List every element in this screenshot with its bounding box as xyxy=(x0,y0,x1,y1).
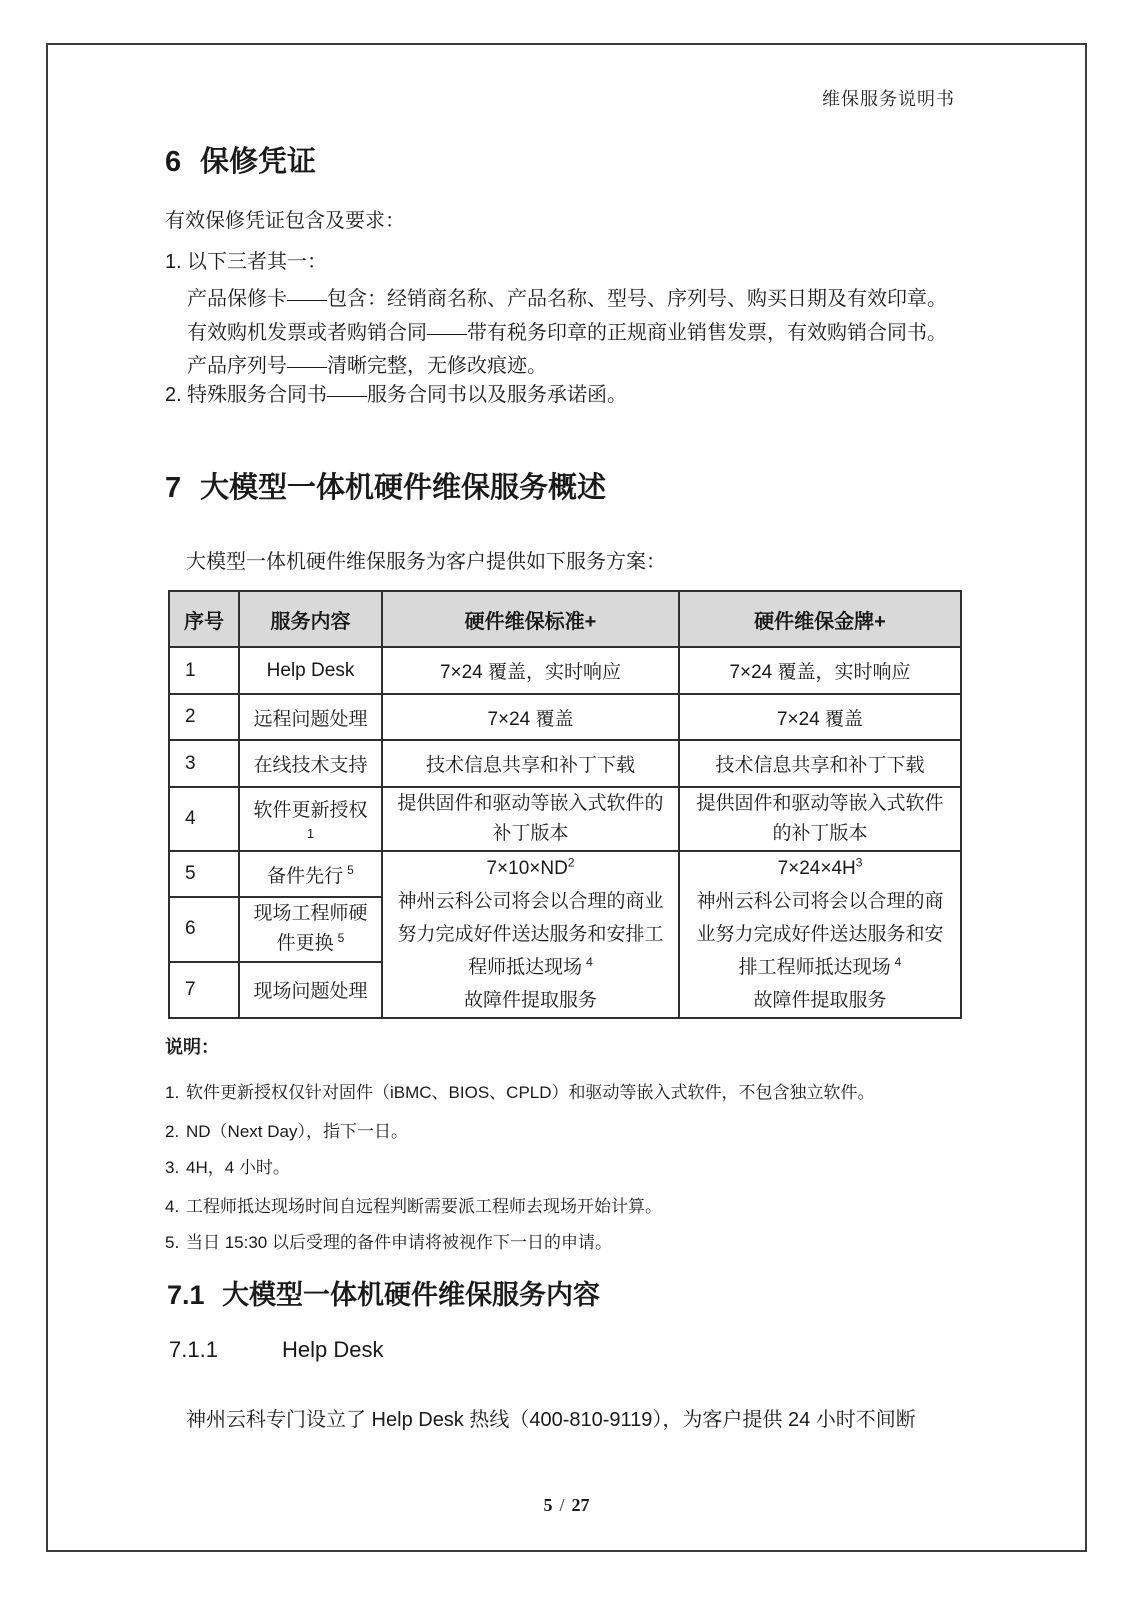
section-6-title: 保修凭证 xyxy=(200,146,317,178)
service-footnote-ref: 1 xyxy=(306,826,315,841)
section-6-intro: 有效保修凭证包含及要求： xyxy=(165,210,405,232)
section-7-intro: 大模型一体机硬件维保服务为客户提供如下服务方案： xyxy=(186,551,666,573)
document-header: 维保服务说明书 xyxy=(822,89,955,109)
note-1-text: 软件更新授权仅针对固件（iBMC、BIOS、CPLD）和驱动等嵌入式软件，不包含独立软件。 xyxy=(186,1083,875,1102)
column-header-standard: 硬件维保标准+ xyxy=(382,591,679,647)
list-item-1 xyxy=(165,245,327,274)
detail-line-invoice: 有效购机发票或者购销合同——带有税务印章的正规商业销售发票，有效购销合同书。 xyxy=(187,321,947,344)
section-7-title: 大模型一体机硬件维保服务概述 xyxy=(200,472,607,504)
service-line-2 xyxy=(240,929,381,959)
cell-service: 在线技术支持 xyxy=(239,740,382,787)
section-7-1-1-title: Help Desk xyxy=(282,1337,384,1362)
note-item-4 xyxy=(165,1192,662,1217)
gold-desc-footnote-ref: 4 xyxy=(894,954,902,969)
gold-sla xyxy=(680,852,960,885)
cell-standard-merged xyxy=(382,851,679,1018)
section-6-heading xyxy=(165,139,316,180)
cell-standard xyxy=(382,787,679,851)
gold-desc-line-2: 业努力完成好件送达服务和安 xyxy=(696,924,944,945)
note-1-number: 1. xyxy=(165,1083,180,1102)
column-header-service: 服务内容 xyxy=(239,591,382,647)
gold-desc-line-3 xyxy=(680,951,960,984)
cell-gold: 技术信息共享和补丁下载 xyxy=(679,740,961,787)
cell-service xyxy=(239,897,382,961)
service-footnote-ref: 5 xyxy=(347,863,354,878)
section-6-number: 6 xyxy=(165,146,182,178)
note-5-number: 5. xyxy=(165,1233,180,1252)
section-7-number: 7 xyxy=(165,472,182,504)
page-footer xyxy=(48,1495,1085,1516)
cell-index: 6 xyxy=(169,897,239,961)
note-3-number: 3. xyxy=(165,1158,180,1177)
section-7-1-number: 7.1 xyxy=(167,1280,205,1310)
detail-line-warranty-card: 产品保修卡——包含：经销商名称、产品名称、型号、序列号、购买日期及有效印章。 xyxy=(187,288,947,310)
standard-desc-line-2: 努力完成好件送达服务和安排工 xyxy=(397,924,664,945)
note-item-1 xyxy=(165,1078,875,1103)
service-plan-table xyxy=(168,590,962,1019)
standard-desc-line-4: 故障件提取服务 xyxy=(463,990,597,1011)
note-4-number: 4. xyxy=(165,1197,180,1216)
cell-gold-merged xyxy=(679,851,961,1018)
footer-page-number: 5 xyxy=(543,1495,553,1515)
column-header-gold: 硬件维保金牌+ xyxy=(679,591,961,647)
note-2-number: 2. xyxy=(165,1122,180,1141)
gold-desc-line-4: 故障件提取服务 xyxy=(753,990,887,1011)
section-7-1-heading xyxy=(167,1273,600,1312)
note-item-5 xyxy=(165,1228,612,1253)
cell-service xyxy=(239,787,382,851)
section-7-1-title: 大模型一体机硬件维保服务内容 xyxy=(222,1280,600,1310)
note-item-3 xyxy=(165,1153,290,1178)
cell-service xyxy=(239,851,382,897)
note-2-text: ND（Next Day），指下一日。 xyxy=(186,1122,408,1141)
list-item-1-text: 以下三者其一： xyxy=(187,251,327,273)
cell-index: 7 xyxy=(169,962,239,1018)
standard-line-2: 补丁版本 xyxy=(492,823,569,844)
cell-standard: 7×24 覆盖 xyxy=(382,694,679,740)
service-label: 备件先行 xyxy=(267,865,344,887)
list-item-1-number: 1. xyxy=(165,251,182,273)
list-item-2-text: 特殊服务合同书——服务合同书以及服务承诺函。 xyxy=(187,384,627,406)
table-row-1 xyxy=(169,647,961,694)
cell-index: 1 xyxy=(169,647,239,694)
standard-desc-footnote-ref: 4 xyxy=(586,954,593,969)
cell-service: Help Desk xyxy=(239,647,382,694)
note-item-2 xyxy=(165,1117,408,1142)
footer-separator: / xyxy=(559,1495,565,1515)
standard-sla-text: 7×10×ND xyxy=(486,858,568,879)
service-line-2-text: 件更换 xyxy=(276,933,334,955)
service-label: 软件更新授权 xyxy=(253,800,368,821)
cell-standard: 7×24 覆盖，实时响应 xyxy=(382,647,679,694)
cell-index: 2 xyxy=(169,694,239,740)
column-header-index: 序号 xyxy=(169,591,239,647)
table-row-5 xyxy=(169,851,961,897)
standard-desc-line-1: 神州云科公司将会以合理的商业 xyxy=(397,891,664,912)
standard-desc-line-3-text: 程师抵达现场 xyxy=(468,957,583,978)
standard-sla-footnote-ref: 2 xyxy=(567,855,575,870)
footer-total-pages: 27 xyxy=(571,1495,590,1515)
cell-index: 4 xyxy=(169,787,239,851)
note-4-text: 工程师抵达现场时间自远程判断需要派工程师去现场开始计算。 xyxy=(186,1197,662,1216)
note-3-text: 4H，4 小时。 xyxy=(186,1158,290,1177)
gold-sla-text: 7×24×4H xyxy=(777,858,856,879)
gold-line-1: 提供固件和驱动等嵌入式软件 xyxy=(696,793,944,814)
gold-line-2: 的补丁版本 xyxy=(772,823,868,844)
note-5-text: 当日 15:30 以后受理的备件申请将被视作下一日的申请。 xyxy=(186,1233,612,1252)
table-header-row xyxy=(169,591,961,647)
section-7-1-1-number: 7.1.1 xyxy=(169,1337,218,1362)
gold-desc-line-3-text: 排工程师抵达现场 xyxy=(738,957,891,978)
standard-line-1: 提供固件和驱动等嵌入式软件的 xyxy=(397,793,664,814)
gold-sla-footnote-ref: 3 xyxy=(855,855,863,870)
helpdesk-paragraph: 神州云科专门设立了 Help Desk 热线（400-810-9119），为客户提供 24 小时不间断 xyxy=(186,1409,916,1431)
service-line-1: 现场工程师硬 xyxy=(253,903,368,925)
table-row-3 xyxy=(169,740,961,787)
detail-line-serial: 产品序列号——清晰完整，无修改痕迹。 xyxy=(187,355,547,377)
service-footnote-ref: 5 xyxy=(337,931,345,946)
notes-label: 说明： xyxy=(165,1037,219,1057)
list-item-2 xyxy=(165,378,627,407)
section-7-1-1-heading xyxy=(169,1337,383,1363)
standard-sla xyxy=(383,852,678,885)
standard-desc-line-3 xyxy=(383,951,678,984)
cell-service: 远程问题处理 xyxy=(239,694,382,740)
table-row-4 xyxy=(169,787,961,851)
cell-gold: 7×24 覆盖 xyxy=(679,694,961,740)
cell-service: 现场问题处理 xyxy=(239,962,382,1018)
cell-standard: 技术信息共享和补丁下载 xyxy=(382,740,679,787)
list-item-1-detail xyxy=(187,283,947,384)
cell-gold xyxy=(679,787,961,851)
cell-index: 5 xyxy=(169,851,239,897)
table-row-2 xyxy=(169,694,961,740)
gold-desc-line-1: 神州云科公司将会以合理的商 xyxy=(696,891,944,912)
section-7-heading xyxy=(165,465,606,506)
cell-index: 3 xyxy=(169,740,239,787)
page-frame xyxy=(46,43,1087,1552)
cell-gold: 7×24 覆盖，实时响应 xyxy=(679,647,961,694)
list-item-2-number: 2. xyxy=(165,384,182,406)
